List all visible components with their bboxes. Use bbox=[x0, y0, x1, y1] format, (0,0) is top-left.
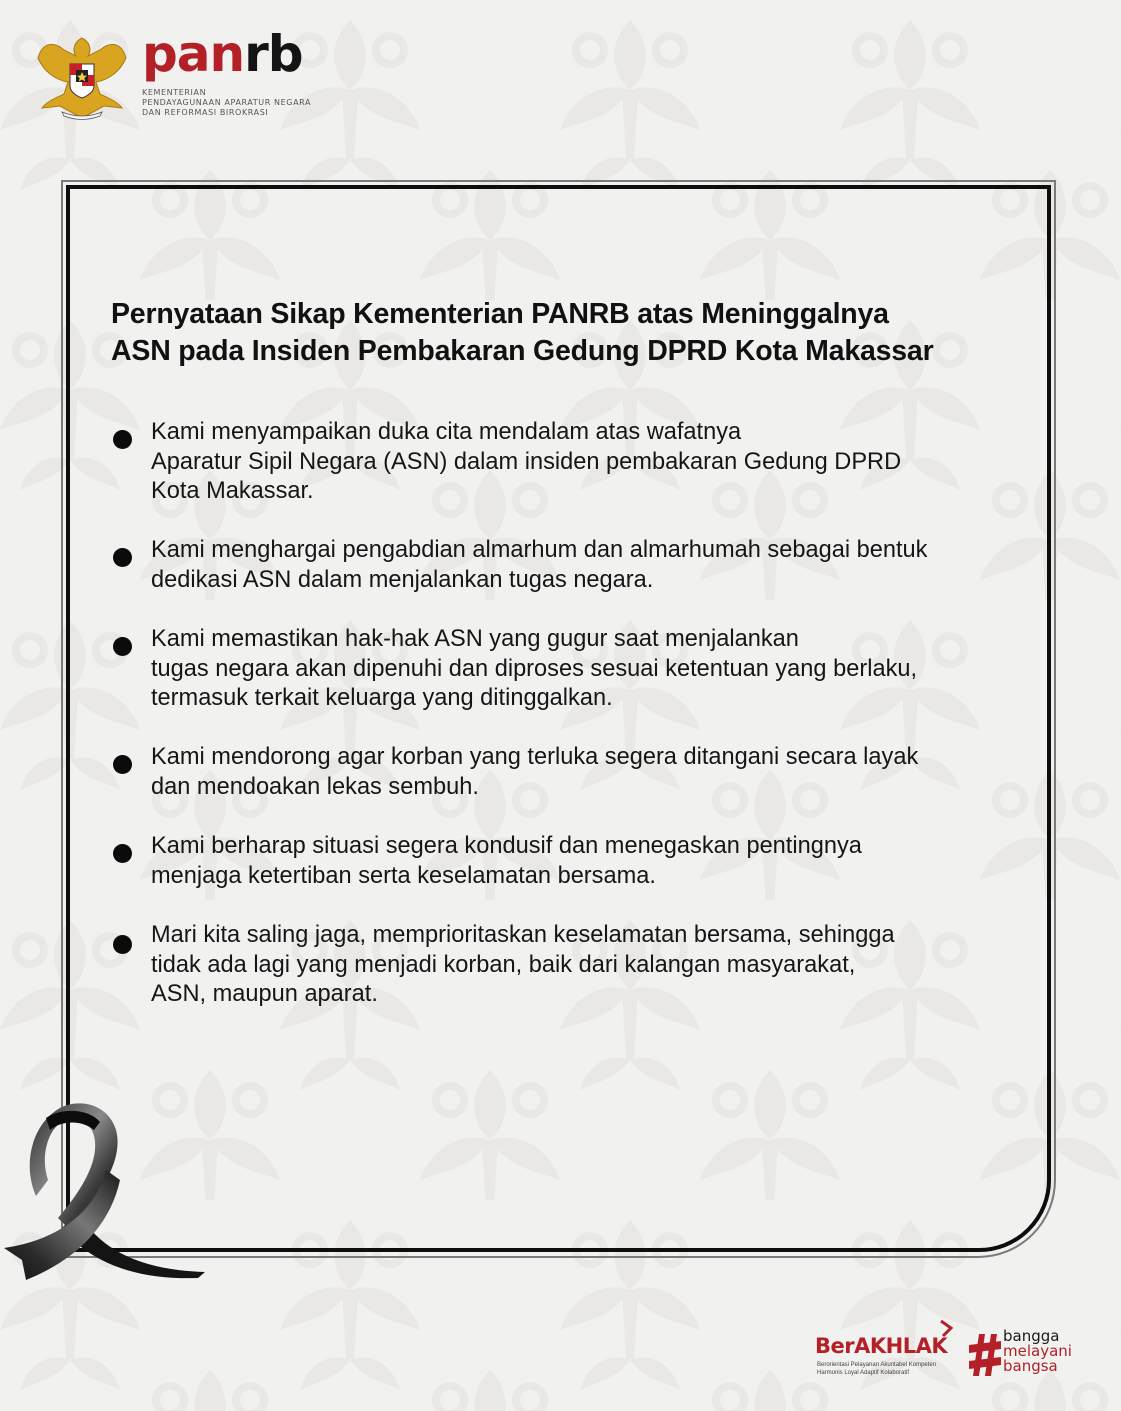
bullet-icon bbox=[113, 430, 132, 449]
bangga-melayani-bangsa-slogan: bangga melayani bangsa bbox=[1003, 1327, 1072, 1375]
hashtag-icon bbox=[967, 1332, 1003, 1378]
garuda-emblem-icon bbox=[34, 28, 130, 124]
chevron-right-icon bbox=[939, 1320, 953, 1338]
ministry-full-name: KEMENTERIAN PENDAYAGUNAAN APARATUR NEGARA DAN REFORMASI BIROKRASI bbox=[142, 88, 312, 117]
mourning-ribbon-icon bbox=[0, 1100, 210, 1290]
bullet-icon bbox=[113, 844, 132, 863]
bullet-icon bbox=[113, 548, 132, 567]
statement-title: Pernyataan Sikap Kementerian PANRB atas Meninggalnya ASN pada Insiden Pembakaran Gedung DPRD Kota Makassar bbox=[111, 298, 934, 367]
berakhlak-tagline: Berorientasi Pelayanan Akuntabel Kompeten Harmonis Loyal Adaptif Kolaboratif bbox=[817, 1362, 937, 1376]
panrb-logo: panrb bbox=[142, 25, 303, 83]
bullet-icon bbox=[113, 755, 132, 774]
bullet-icon bbox=[113, 637, 132, 656]
bullet-icon bbox=[113, 935, 132, 954]
berakhlak-logo: BerAKHLAK bbox=[815, 1334, 948, 1358]
